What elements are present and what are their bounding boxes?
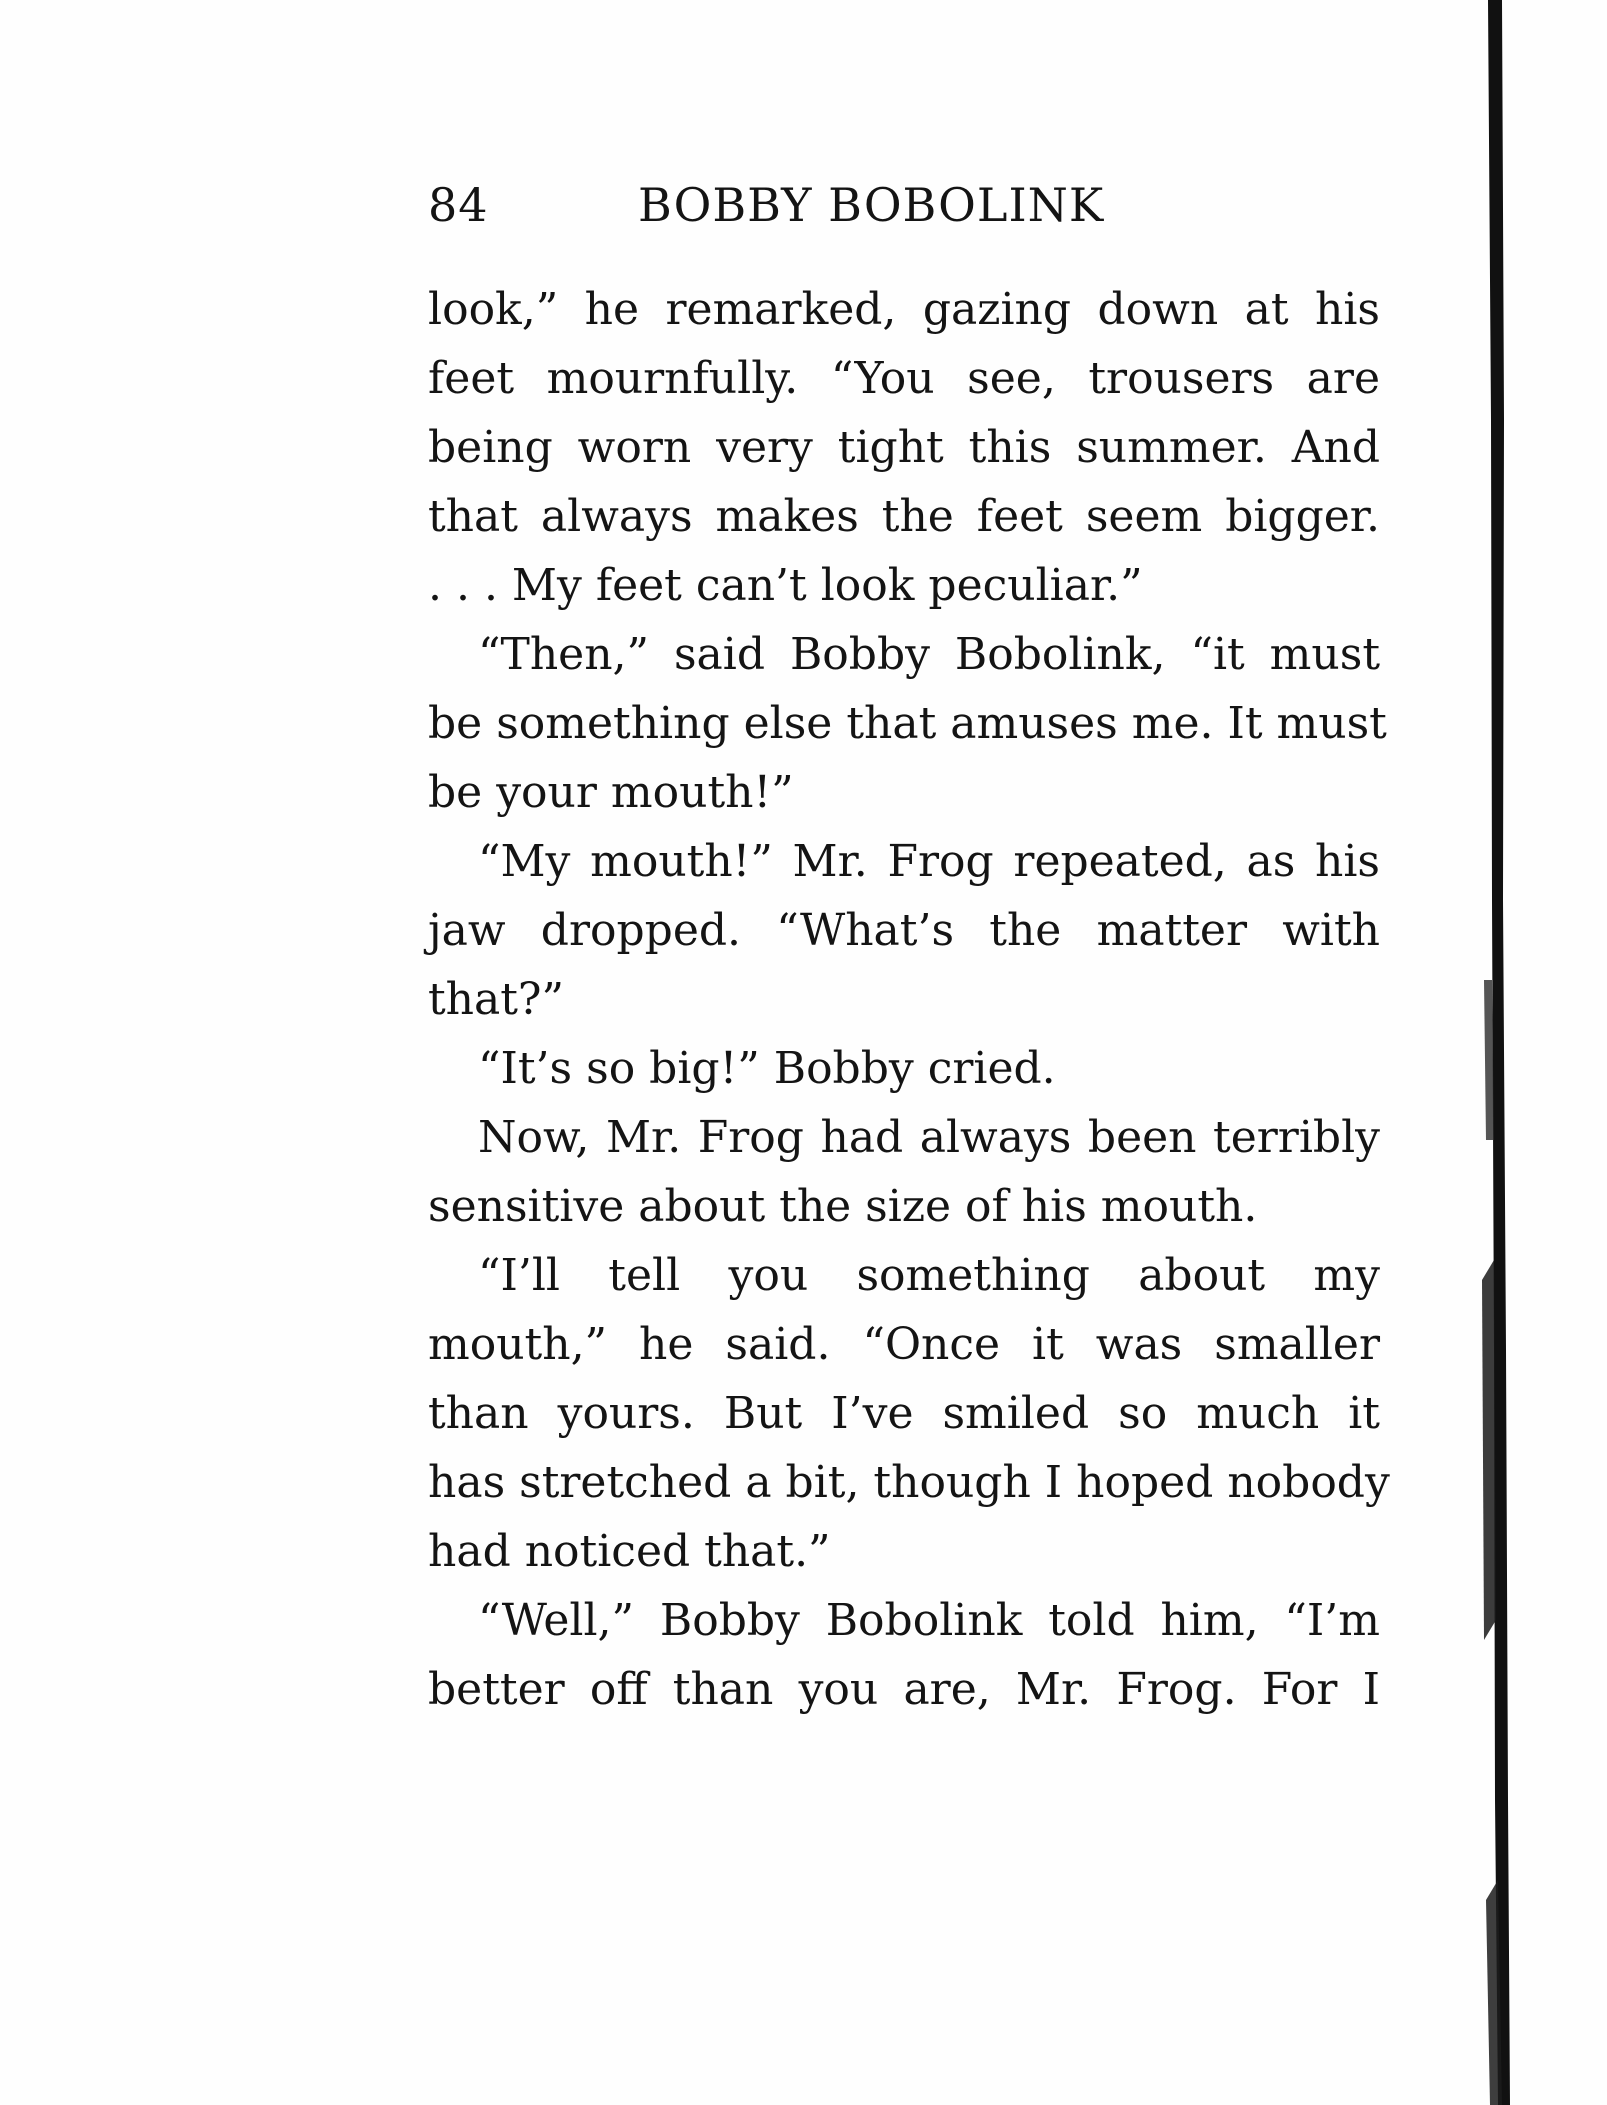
text-line: sensitive about the size of his mouth. (428, 1181, 1258, 1232)
text-line: had noticed that.” (428, 1526, 831, 1577)
text-line: that?” (428, 974, 565, 1025)
text-line: that always makes the feet seem bigger. (428, 491, 1380, 542)
page-number: 84 (428, 178, 489, 232)
text-line: be your mouth!” (428, 767, 794, 818)
page-header (428, 178, 1168, 238)
text-line: jaw dropped. “What’s the matter with (428, 905, 1380, 956)
binding-shadow-graphic (1480, 0, 1520, 2105)
text-line: . . . My feet can’t look peculiar.” (428, 560, 1143, 611)
text-line: better off than you are, Mr. Frog. For I (428, 1664, 1380, 1715)
text-line: “My mouth!” Mr. Frog repeated, as his (478, 836, 1380, 887)
body-text (428, 275, 1390, 1724)
text-line: mouth,” he said. “Once it was smaller (428, 1319, 1380, 1370)
text-line: “It’s so big!” Bobby cried. (478, 1043, 1056, 1094)
text-line: be something else that amuses me. It must (428, 698, 1387, 749)
text-line: Now, Mr. Frog had always been terribly (478, 1112, 1380, 1163)
text-line: has stretched a bit, though I hoped nobody (428, 1457, 1390, 1508)
text-line: “Well,” Bobby Bobolink told him, “I’m (478, 1595, 1380, 1646)
text-line: “Then,” said Bobby Bobolink, “it must (478, 629, 1380, 680)
text-line: look,” he remarked, gazing down at his (428, 284, 1380, 335)
text-line: feet mournfully. “You see, trousers are (428, 353, 1380, 404)
page-binding-edge (1480, 0, 1520, 2105)
text-line: “I’ll tell you something about my (478, 1250, 1380, 1301)
text-line: than yours. But I’ve smiled so much it (428, 1388, 1380, 1439)
text-line: being worn very tight this summer. And (428, 422, 1380, 473)
running-title: BOBBY BOBOLINK (638, 178, 1105, 232)
